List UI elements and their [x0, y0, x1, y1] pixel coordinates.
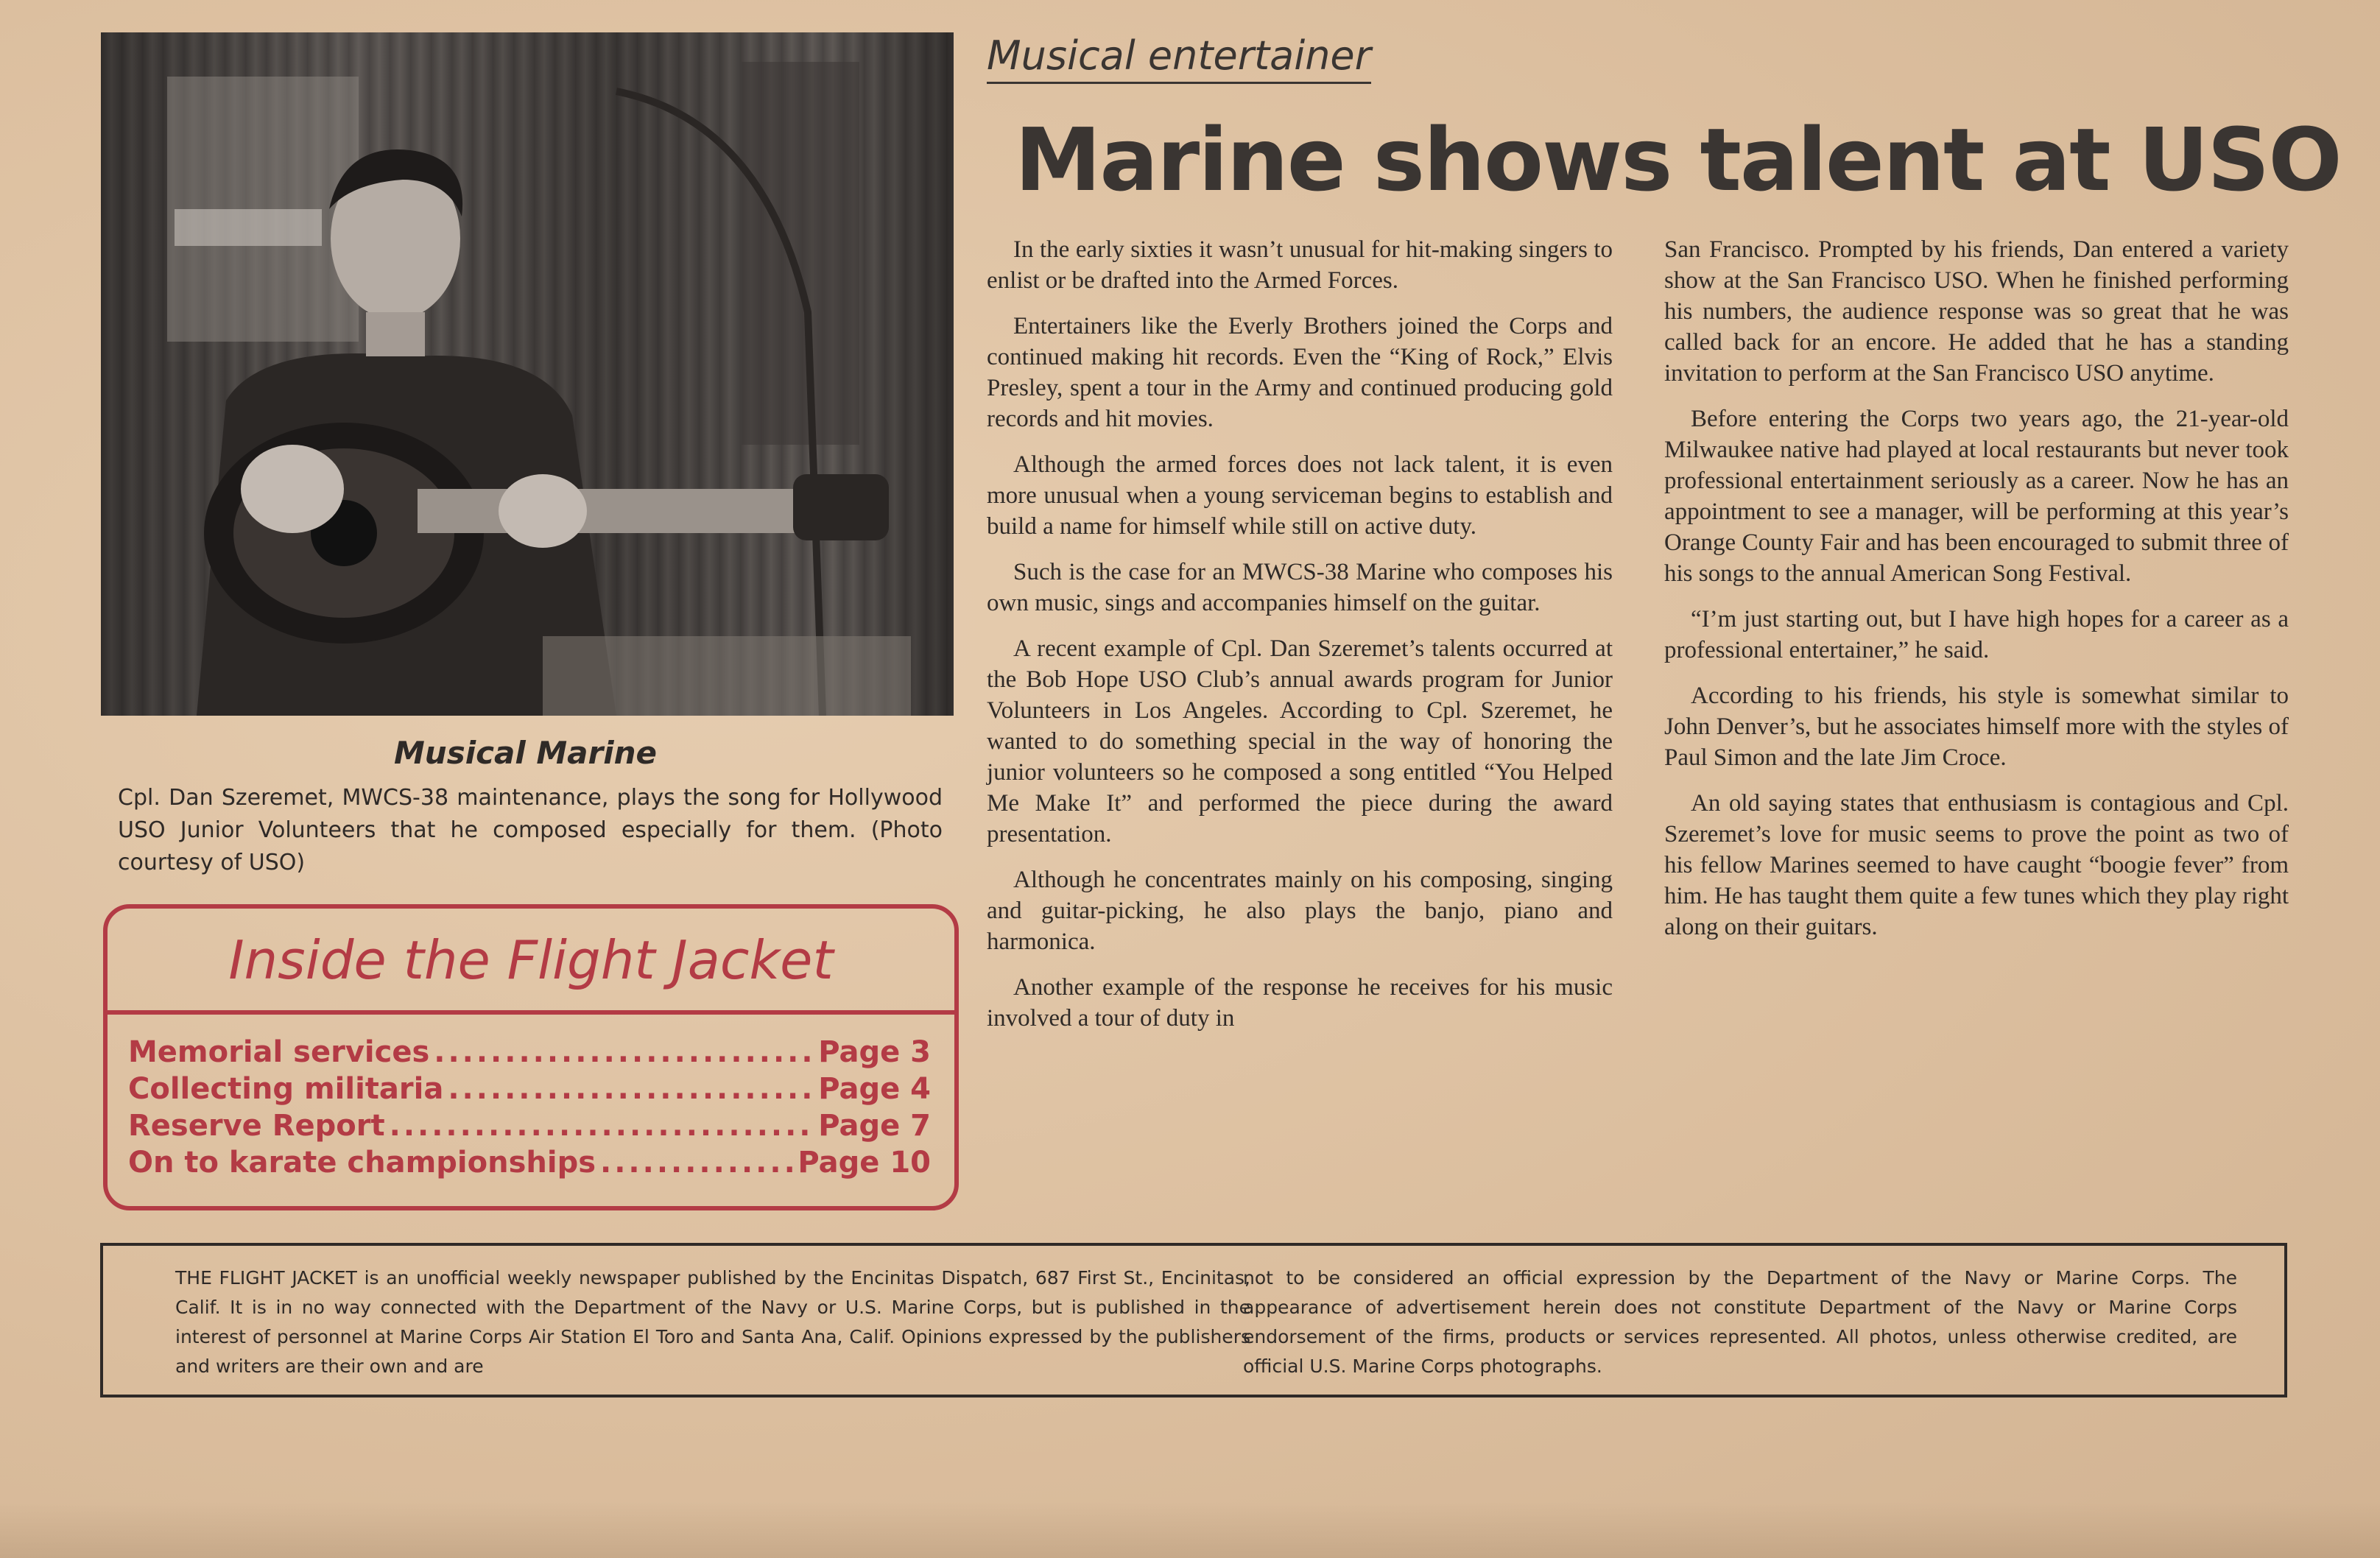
contents-item [128, 1144, 931, 1181]
paragraph: A recent example of Cpl. Dan Szeremet’s talents occurred at the Bob Hope USO Club’s annual awards program for Junior Volunteers in Los Angeles. According to Cpl. Szeremet, he wanted to do something special in the way of honoring the junior volunteers so he composed a song entitled “You Helped Me Make It” and performed the piece during the award presentation. [987, 635, 1613, 847]
paragraph: Entertainers like the Everly Brothers joined the Corps and continued making hit records. Even the “King of Rock,” Elvis Presley, spent a tour in the Army and continued producing gold records and hit movies. [987, 313, 1613, 432]
leader-dots [434, 1034, 814, 1071]
leader-dots [390, 1107, 814, 1144]
article-headline: Marine shows talent at USO [1015, 109, 2341, 211]
contents-item [128, 1071, 931, 1107]
masthead-disclaimer-box [100, 1243, 2287, 1397]
contents-item [128, 1034, 931, 1071]
contents-item [128, 1107, 931, 1144]
musician-photo [101, 32, 954, 716]
contents-list [128, 1034, 931, 1181]
paragraph: An old saying states that enthusiasm is contagious and Cpl. Szeremet’s love for music seems to prove the point as two of his fellow Marines seemed to have caught “boogie fever” from him. He has taught them quite a few tunes which they play right along on their guitars. [1664, 790, 2289, 940]
divider [108, 1010, 954, 1015]
paragraph: San Francisco. Prompted by his friends, Dan entered a variety show at the San Francisco USO. When he finished performing his numbers, the audience response was so great that he was called back for an encore. He added that he has a standing invitation to perform at the San Francisco USO anytime. [1664, 236, 2289, 387]
paper-fold-edge [0, 1502, 2380, 1558]
article-column-1 [987, 234, 1613, 1048]
paragraph: In the early sixties it wasn’t unusual for hit-making singers to enlist or be drafted into the Armed Forces. [987, 236, 1613, 294]
paragraph: Although he concentrates mainly on his composing, singing and guitar-picking, he also plays the banjo, piano and harmonica. [987, 867, 1613, 955]
disclaimer-left: THE FLIGHT JACKET is an unofficial weekly newspaper published by the Encinitas Dispatch, 687 First St., Encinitas, Calif. It is in no way connected with the Department of the Navy or U.S. Marine Corps, but is published in the interest of personnel at Marine Corps Air Station El Toro and Santa Ana, Calif. Opinions expressed by the publishers and writers are their own and are [175, 1267, 1250, 1377]
leader-dots [448, 1071, 814, 1107]
paragraph: “I’m just starting out, but I have high hopes for a career as a professional entertainer,” he said. [1664, 606, 2289, 663]
contents-item-page: Page 10 [798, 1146, 931, 1180]
article-kicker: Musical entertainer [987, 32, 1371, 84]
photo-caption-text: Cpl. Dan Szeremet, MWCS-38 maintenance, plays the song for Hollywood USO Junior Volunteers that he composed especially for them. (Photo courtesy of USO) [118, 785, 943, 875]
contents-item-page: Page 4 [818, 1072, 931, 1106]
leader-dots [600, 1144, 793, 1181]
inside-contents-box [103, 904, 959, 1210]
guitarist-illustration [101, 32, 954, 716]
paragraph: According to his friends, his style is somewhat similar to John Denver’s, but he associates himself more with the styles of Paul Simon and the late Jim Croce. [1664, 683, 2289, 771]
photo-caption-title: Musical Marine [394, 735, 657, 771]
paragraph: Such is the case for an MWCS-38 Marine who composes his own music, sings and accompanies himself on the guitar. [987, 559, 1613, 616]
paragraph: Another example of the response he receives for his music involved a tour of duty in [987, 974, 1613, 1032]
inside-contents-title: Inside the Flight Jacket [228, 929, 834, 991]
contents-item-page: Page 7 [818, 1109, 931, 1143]
article-column-2 [1664, 234, 2289, 957]
contents-item-label: On to karate championships [128, 1146, 596, 1180]
paragraph: Although the armed forces does not lack talent, it is even more unusual when a young serviceman begins to establish and build a name for himself while still on active duty. [987, 451, 1613, 540]
contents-item-page: Page 3 [818, 1035, 931, 1069]
disclaimer-right: not to be considered an official expression by the Department of the Navy or Marine Corps. The appearance of advertisement herein does not constitute Department of the Navy or Marine Corps endorsement of the firms, products or services represented. All photos, unless otherwise credited, are official U.S. Marine Corps photographs. [1243, 1267, 2237, 1377]
contents-item-label: Memorial services [128, 1035, 430, 1069]
paragraph: Before entering the Corps two years ago, the 21-year-old Milwaukee native had played at local restaurants but never took professional entertainment seriously as a career. Now he has an appointment to see a manager, will be performing at this year’s Orange County Fair and has been encouraged to submit three of his songs to the annual American Song Festival. [1664, 406, 2289, 587]
contents-item-label: Collecting militaria [128, 1072, 444, 1106]
contents-item-label: Reserve Report [128, 1109, 385, 1143]
